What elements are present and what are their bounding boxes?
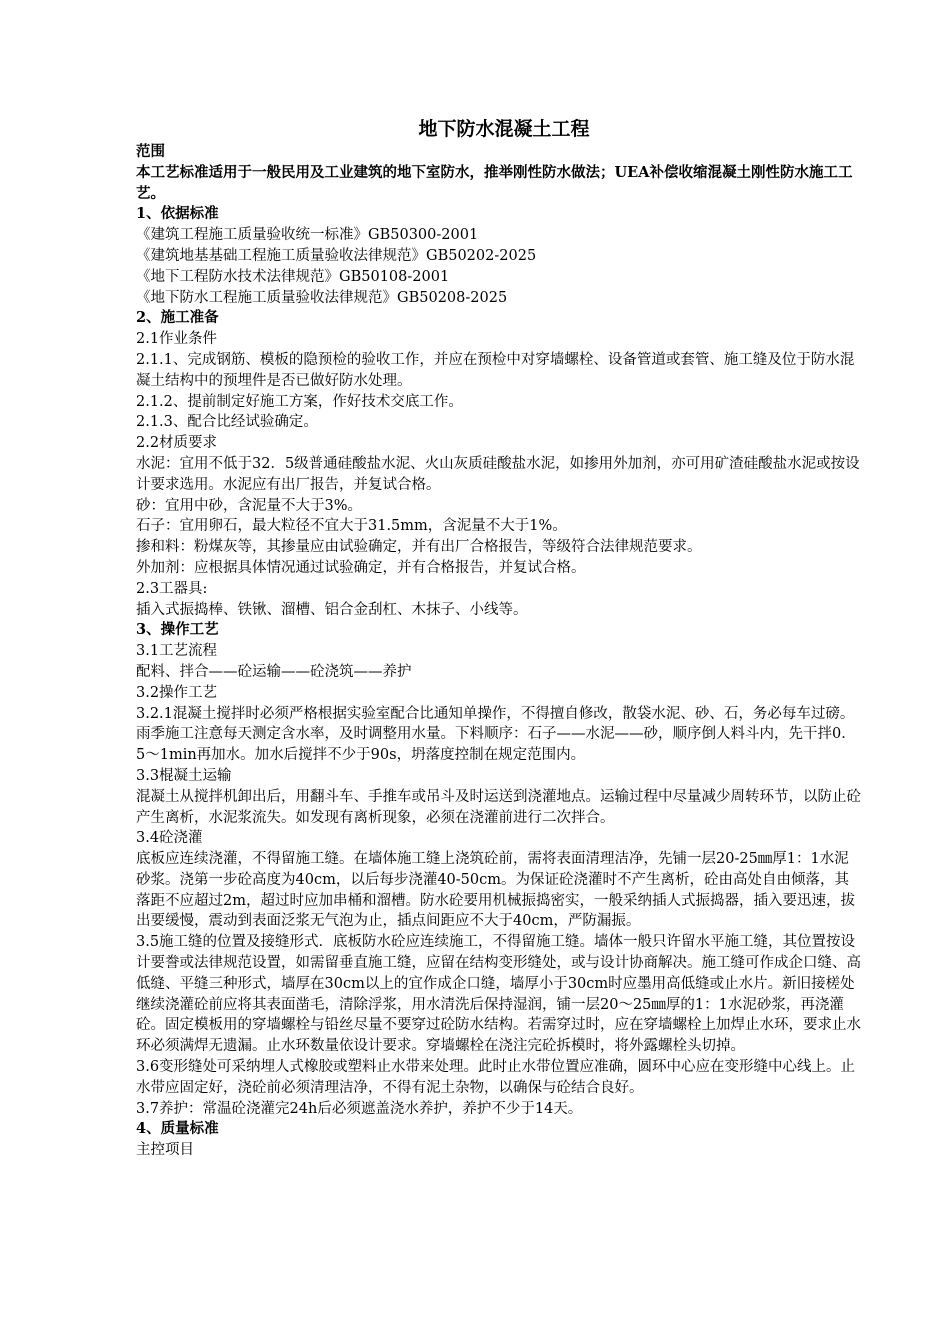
paragraph: 3.5施工缝的位置及接缝形式．底板防水砼应连续施工，不得留施工缝。墙体一般只许留水平施工缝，其位置按设计要誊或法律规范设置，如需留垂直施工缝，应留在结构变形缝处，或与设计协商解决。施工缝可作成企口缝、高低缝、平缝三种形式，墙厚在30cm以上的宜作成企口缝，墙厚小于30cm时应墨用高低缝或止水片。新旧接槎处继续浇灌砼前应将其表面凿毛，清除浮浆，用水清洗后保持湿润，铺一层20～25㎜厚的1：1水泥砂浆，再浇灌砼。固定模板用的穿墙螺栓与铅丝尽量不要穿过砼防水结构。若需穿过时，应在穿墙螺栓上加焊止水环，要求止水环必须满焊无遗漏。止水环数量依设计要求。穿墙螺栓在浇注完砼拆模时，将外露螺栓头切掉。 — [136, 934, 861, 1055]
paragraph: 外加剂：应根据具体情况通过试验确定，并有合格报告，并复试合格。 — [136, 559, 586, 576]
paragraph: 2.1.1、完成钢筋、模板的隐预检的验收工作，并应在预检中对穿墙螺栓、设备管道或套管、施工缝及位于防水混凝土结构中的预埋件是否已做好防水处理。 — [136, 351, 855, 389]
paragraph: 3.6变形缝处可采纳埋人式橡胶或塑料止水带来处理。此时止水带位置应准确，圆环中心应在变形缝中心线上。止水带应固定好，浇砼前必须清理洁净，不得有泥土杂物，以确保与砼结合良好。 — [136, 1059, 856, 1096]
paragraph: 3.2操作工艺 — [136, 684, 218, 701]
paragraph-list — [136, 142, 862, 1161]
section-heading: 2、施工准备 — [136, 309, 219, 327]
document-title: 地下防水混凝土工程 — [418, 118, 590, 140]
paragraph: 插入式振捣棒、铁锹、溜槽、铝合金刮杠、木抹子、小线等。 — [136, 601, 528, 618]
paragraph: 3.7养护：常温砼浇灌完24h后必须遮盖浇水养护，养护不少于14天。 — [136, 1100, 583, 1117]
paragraph: 《地下防水工程施工质量验收法律规范》GB50208-2025 — [136, 289, 508, 306]
paragraph: 2.1作业条件 — [136, 331, 218, 348]
paragraph: 水泥：宜用不低于32．5级普通硅酸盐水泥、火山灰质硅酸盐水泥，如掺用外加剂，亦可用矿渣硅酸盐水泥或按设计要求选用。水泥应有出厂报告，并复试合格。 — [136, 455, 860, 493]
paragraph: 《建筑工程施工质量验收统一标准》GB50300-2001 — [136, 227, 479, 244]
paragraph: 混凝土从搅拌机卸出后，用翻斗车、手推车或吊斗及时运送到浇灌地点。运输过程中尽量减少周转环节，以防止砼产生离析，水泥浆流失。如发现有离析现象，必须在浇灌前进行二次拌合。 — [136, 788, 861, 826]
paragraph: 砂：宜用中砂，含泥量不大于3%。 — [136, 497, 363, 514]
paragraph: 3.2.1混凝土搅拌时必须严格根据实验室配合比通知单操作，不得擅自修改，散袋水泥、砂、石，务必每车过磅。雨季施工注意每天测定含水率，及时调整用水量。下料顺序：石子——水泥——砂，顺序倒人料斗内，先干拌0．5～1min再加水。加水后搅拌不少于90s，坍落度控制在规定范围内。 — [136, 705, 856, 764]
paragraph: 2.1.2、提前制定好施工方案，作好技术交底工作。 — [136, 393, 463, 410]
section-heading: 范围 — [136, 143, 165, 160]
paragraph: 3.1工艺流程 — [136, 643, 218, 660]
paragraph: 3.4砼浇灌 — [136, 830, 203, 847]
section-heading: 本工艺标准适用于一般民用及工业建筑的地下室防水，推举刚性防水做法；UEA补偿收缩混凝土刚性防水施工工艺。 — [136, 163, 853, 202]
paragraph: 《建筑地基基础工程施工质量验收法律规范》GB50202-2025 — [136, 247, 537, 264]
paragraph: 掺和料：粉煤灰等，其掺量应由试验确定，并有出厂合格报告，等级符合法律规范要求。 — [136, 539, 702, 556]
paragraph: 2.2材质要求 — [136, 435, 218, 452]
paragraph: 配料、拌合——砼运输——砼浇筑——养护 — [136, 663, 412, 680]
paragraph: 石子：宜用卵石，最大粒径不宜大于31.5mm，含泥量不大于1%。 — [136, 518, 567, 535]
paragraph: 2.3工器具: — [136, 580, 208, 597]
paragraph: 3.3棍凝土运输 — [136, 767, 232, 784]
section-heading: 4、质量标准 — [136, 1120, 219, 1138]
paragraph: 底板应连续浇灌，不得留施工缝。在墙体施工缝上浇筑砼前，需将表面清理洁净，先铺一层20-25㎜厚1：1水泥砂浆。浇第一步砼高度为40cm，以后每步浇灌40-50cm。为保证砼浇灌时不产生离析，砼由高处自由倾落，其落距不应超过2m，超过时应加串桶和溜槽。防水砼要用机械振捣密实，一般采纳插人式振捣器，插入要迅速，拔出要缓慢，震动到表面泛浆无气泡为止，插点间距应不大于40cm，严防漏振。 — [136, 851, 855, 930]
document-body — [136, 116, 862, 1161]
section-heading: 1、依据标准 — [136, 205, 219, 223]
paragraph: 主控项目 — [136, 1142, 194, 1159]
paragraph: 2.1.3、配合比经试验确定。 — [136, 414, 318, 431]
section-heading: 3、操作工艺 — [136, 621, 219, 639]
paragraph: 《地下工程防水技术法律规范》GB50108-2001 — [136, 268, 450, 285]
